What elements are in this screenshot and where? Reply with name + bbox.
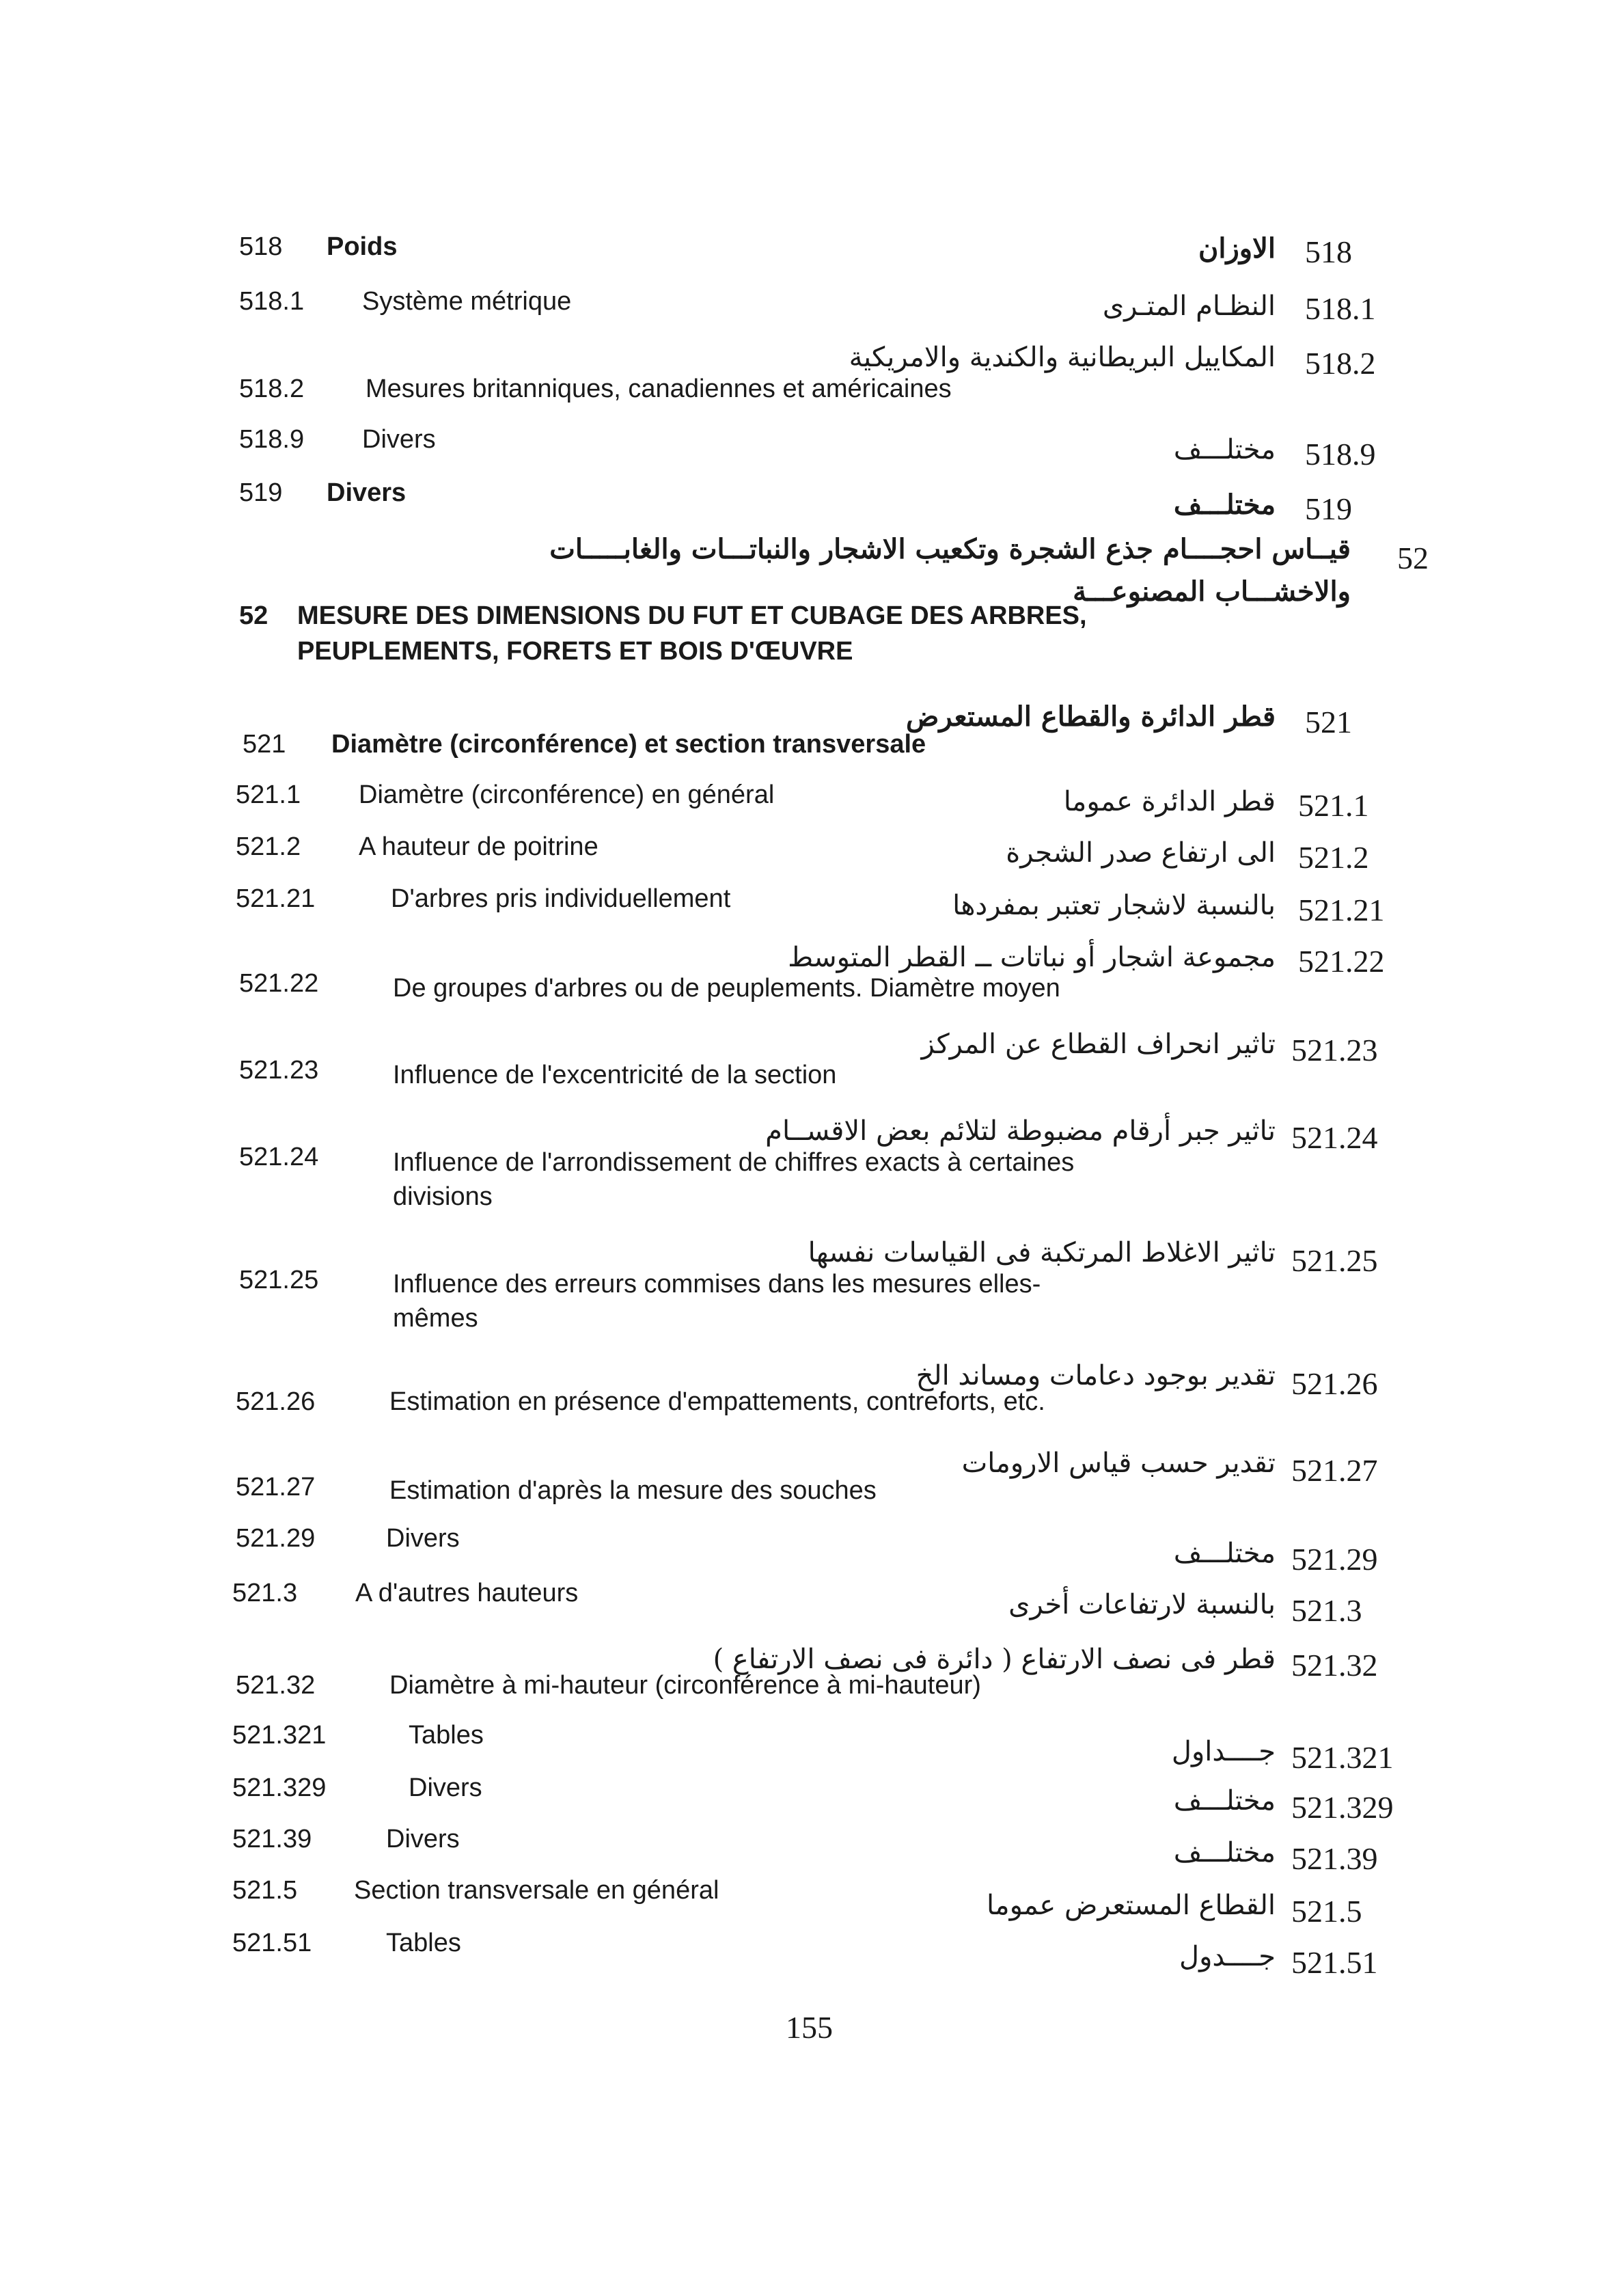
fr-label-521-29: Divers (386, 1524, 460, 1553)
ar-heading-52-line2: والاخشـــاب المصنوعـــة (1073, 575, 1351, 608)
fr-code-518-9: 518.9 (239, 425, 305, 454)
ar-text-521-1: قطر الدائرة عموما (1063, 786, 1276, 817)
ar-text-521-24: تاثير جبر أرقام مضبوطة لتلائم بعض الاقســام (765, 1115, 1276, 1147)
ar-text-521-21: بالنسبة لاشجار تعتبر بمفردها (952, 890, 1276, 921)
fr-code-518-2: 518.2 (239, 375, 305, 403)
ar-code-521-25: 521.25 (1291, 1243, 1378, 1278)
fr-code-521-23: 521.23 (239, 1056, 319, 1085)
ar-code-521-26: 521.26 (1291, 1366, 1378, 1401)
ar-text-519: مختلـــف (1173, 489, 1276, 521)
fr-label-521-321: Tables (409, 1721, 484, 1750)
fr-code-521-26: 521.26 (236, 1387, 316, 1416)
ar-code-521-5: 521.5 (1291, 1894, 1362, 1929)
fr-code-521-5: 521.5 (232, 1876, 298, 1905)
fr-code-521-321: 521.321 (232, 1721, 327, 1750)
fr-label-521-23: Influence de l'excentricité de la section (393, 1061, 837, 1089)
fr-label-519: Divers (327, 478, 407, 507)
ar-text-521-22: مجموعة اشجار أو نباتات ــ القطر المتوسط (788, 942, 1276, 973)
fr-label-518-2: Mesures britanniques, canadiennes et américaines (366, 375, 952, 403)
ar-code-521-3: 521.3 (1291, 1593, 1362, 1628)
fr-label-521-32: Diamètre à mi-hauteur (circonférence à mi-hauteur) (389, 1671, 981, 1700)
ar-code-521-21: 521.21 (1298, 893, 1385, 927)
fr-label-518-1: Système métrique (362, 287, 572, 316)
fr-code-521-22: 521.22 (239, 969, 319, 998)
fr-code-521-1: 521.1 (236, 780, 301, 809)
fr-label-521-3: A d'autres hauteurs (355, 1579, 579, 1607)
fr-code-521-32: 521.32 (236, 1671, 316, 1700)
fr-code-521-29: 521.29 (236, 1524, 316, 1553)
fr-heading-52-line2: PEUPLEMENTS, FORETS ET BOIS D'ŒUVRE (297, 637, 853, 666)
ar-text-521-27: تقدير حسب قياس الارومات (961, 1447, 1276, 1479)
ar-code-521-321: 521.321 (1291, 1740, 1394, 1775)
ar-code-518: 518 (1305, 234, 1352, 269)
ar-text-521-29: مختلـــف (1173, 1538, 1276, 1569)
ar-text-521-51: جــــدول (1179, 1941, 1276, 1972)
ar-text-521-5: القطاع المستعرض عموما (986, 1890, 1276, 1921)
fr-label-521: Diamètre (circonférence) et section transversale (331, 730, 926, 759)
ar-code-521: 521 (1305, 705, 1352, 739)
ar-code-521-329: 521.329 (1291, 1790, 1394, 1825)
ar-heading-52-line1: قيــاس احجــــام جذع الشجرة وتكعيب الاشجار والنباتـــات والغابـــــات (549, 533, 1351, 565)
fr-label-521-24-line1: Influence de l'arrondissement de chiffres exacts à certaines (393, 1148, 1075, 1177)
fr-code-518-1: 518.1 (239, 287, 305, 316)
fr-label-521-26: Estimation en présence d'empattements, contreforts, etc. (389, 1387, 1045, 1416)
ar-code-521-24: 521.24 (1291, 1120, 1378, 1155)
ar-text-521-23: تاثير انحراف القطاع عن المركز (921, 1029, 1276, 1060)
fr-code-518: 518 (239, 232, 283, 261)
fr-code-521: 521 (243, 730, 286, 759)
ar-code-518-9: 518.9 (1305, 437, 1376, 472)
fr-label-521-2: A hauteur de poitrine (359, 832, 598, 861)
fr-label-521-39: Divers (386, 1825, 460, 1853)
fr-code-521-21: 521.21 (236, 884, 316, 913)
ar-code-521-22: 521.22 (1298, 944, 1385, 979)
ar-text-521-25: تاثير الاغلاط المرتكبة فى القياسات نفسها (808, 1237, 1276, 1268)
ar-code-521-23: 521.23 (1291, 1033, 1378, 1068)
ar-text-521-321: جــــداول (1171, 1736, 1276, 1767)
ar-text-521-26: تقدير بوجود دعامات ومساند الخ (916, 1360, 1276, 1391)
ar-code-518-2: 518.2 (1305, 346, 1376, 381)
ar-code-521-51: 521.51 (1291, 1945, 1378, 1980)
ar-code-519: 519 (1305, 491, 1352, 526)
fr-code-521-51: 521.51 (232, 1929, 312, 1957)
fr-code-521-39: 521.39 (232, 1825, 312, 1853)
ar-text-518-1: النظـام المتـرى (1102, 290, 1276, 322)
fr-heading-52-line1: MESURE DES DIMENSIONS DU FUT ET CUBAGE DES ARBRES, (297, 601, 1087, 630)
ar-text-518-2: المكاييل البريطانية والكندية والامريكية (849, 342, 1276, 373)
fr-code-519: 519 (239, 478, 283, 507)
ar-code-521-1: 521.1 (1298, 788, 1369, 823)
fr-code-52: 52 (239, 601, 269, 630)
fr-label-521-21: D'arbres pris individuellement (391, 884, 731, 913)
fr-label-518: Poids (327, 232, 398, 261)
ar-code-52: 52 (1397, 541, 1429, 575)
fr-label-518-9: Divers (362, 425, 436, 454)
ar-code-518-1: 518.1 (1305, 291, 1376, 326)
ar-code-521-32: 521.32 (1291, 1648, 1378, 1683)
ar-text-518: الاوزان (1198, 232, 1276, 264)
fr-label-521-1: Diamètre (circonférence) en général (359, 780, 775, 809)
fr-code-521-3: 521.3 (232, 1579, 298, 1607)
ar-text-518-9: مختلـــف (1173, 434, 1276, 465)
fr-label-521-25-line2: mêmes (393, 1304, 478, 1333)
ar-text-521-39: مختلـــف (1173, 1837, 1276, 1868)
fr-label-521-5: Section transversale en général (354, 1876, 719, 1905)
ar-text-521-3: بالنسبة لارتفاعات أخرى (1008, 1589, 1276, 1620)
ar-code-521-29: 521.29 (1291, 1542, 1378, 1577)
ar-code-521-2: 521.2 (1298, 840, 1369, 875)
fr-code-521-2: 521.2 (236, 832, 301, 861)
fr-label-521-51: Tables (386, 1929, 461, 1957)
fr-label-521-25-line1: Influence des erreurs commises dans les mesures elles- (393, 1270, 1041, 1299)
fr-label-521-329: Divers (409, 1773, 482, 1802)
fr-code-521-329: 521.329 (232, 1773, 327, 1802)
ar-text-521: قطر الدائرة والقطاع المستعرض (906, 701, 1276, 733)
ar-code-521-27: 521.27 (1291, 1453, 1378, 1488)
ar-text-521-2: الى ارتفاع صدر الشجرة (1006, 837, 1276, 869)
ar-text-521-329: مختلـــف (1173, 1785, 1276, 1817)
fr-label-521-27: Estimation d'après la mesure des souches (389, 1476, 877, 1505)
fr-code-521-24: 521.24 (239, 1143, 319, 1171)
ar-text-521-32: قطر فى نصف الارتفاع ( دائرة فى نصف الارتفاع ) (713, 1644, 1276, 1675)
fr-code-521-27: 521.27 (236, 1473, 316, 1501)
fr-code-521-25: 521.25 (239, 1266, 319, 1294)
page-number: 155 (786, 2010, 833, 2045)
ar-code-521-39: 521.39 (1291, 1841, 1378, 1876)
fr-label-521-22: De groupes d'arbres ou de peuplements. Diamètre moyen (393, 974, 1060, 1003)
fr-label-521-24-line2: divisions (393, 1182, 493, 1211)
